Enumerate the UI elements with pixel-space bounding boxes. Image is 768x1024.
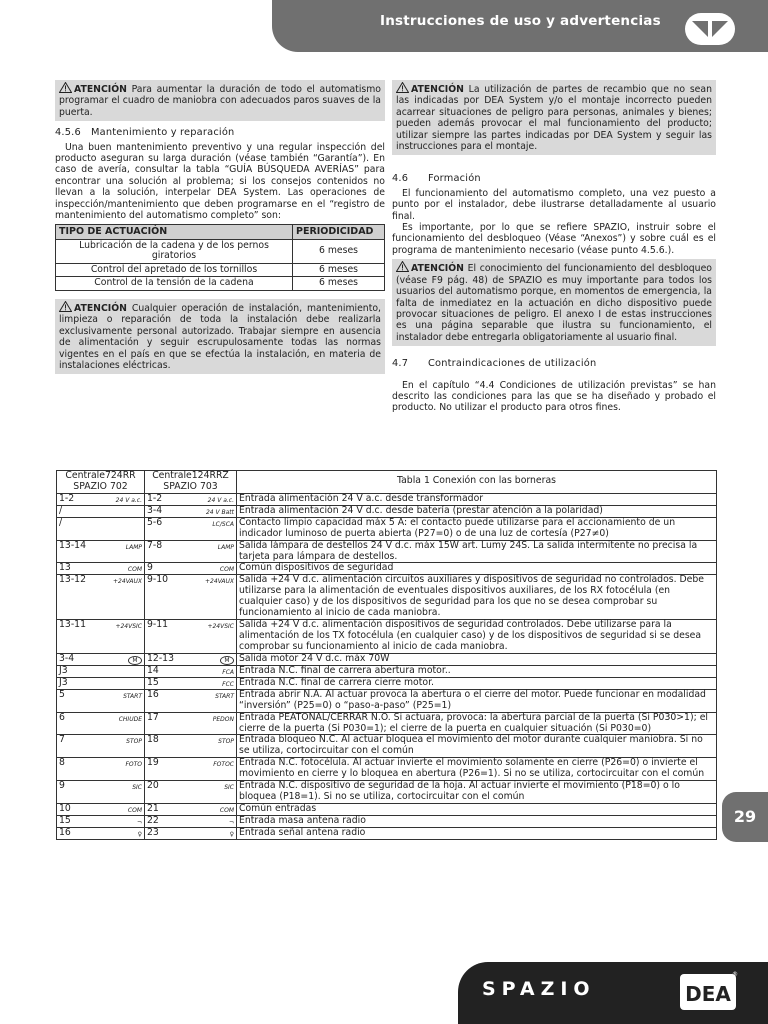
dea-logo-text: DEA	[685, 982, 731, 1006]
table-row	[57, 620, 717, 654]
terminal-cell	[145, 493, 237, 505]
table-row	[57, 712, 717, 735]
terminal-symbol: LC/SCA	[212, 520, 234, 528]
table-row	[57, 781, 717, 804]
terminal-number: 7-8	[147, 539, 163, 551]
description-cell: Entrada alimentación 24 V a.c. desde transformador	[237, 493, 717, 505]
warning-triangle-icon	[59, 301, 72, 312]
terminal-cell	[145, 803, 237, 815]
table-cell: 6 meses	[293, 277, 385, 291]
terminal-number: 1-2	[59, 492, 75, 504]
terminal-symbol: SIC	[132, 784, 142, 792]
terminal-number: 9	[59, 780, 65, 792]
terminal-number: /	[59, 504, 63, 516]
terminal-number: 5-6	[147, 516, 163, 528]
warning-box	[55, 80, 385, 121]
table-cell: Lubricación de la cadena y de los pernos giratorios	[56, 239, 293, 263]
terminal-number: 7	[59, 734, 65, 746]
terminal-symbol: 24 V a.c.	[115, 496, 142, 504]
description-cell: Entrada masa antena radio	[237, 815, 717, 827]
warning-text: Cualquier operación de instalación, mantenimiento, limpieza o reparación de toda la instalación debe realizarla exclusivamente personal autorizado. Trabajar siempre en ausencia de alimentación y seguir escrupulosamente todas las normas vigentes en el país en que se efectúa la instalación, en materia de instalaciones eléctricas.	[59, 302, 381, 371]
section-title: Formación	[428, 173, 481, 185]
terminal-symbol	[220, 654, 234, 665]
table-row	[57, 575, 717, 620]
dea-emblem-icon	[684, 12, 736, 46]
terminal-number: J3	[59, 676, 68, 688]
description-cell: Salida +24 V d.c. alimentación circuitos auxiliares y dispositivos de seguridad no controlados. Debe utilizarse para la alimentación de eventuales dispositivos auxiliares, de los RX fotocélula (en cualquier caso) y de los dispositivos de seguridad para los que no se desea comprobar su funcionamiento al inicio de cada maniobra.	[237, 575, 717, 620]
terminal-symbol: STOP	[218, 738, 234, 746]
terminal-symbol: FOTO	[125, 761, 142, 769]
section-number: 4.5.6	[55, 127, 81, 139]
terminal-number: 16	[147, 688, 159, 700]
terminal-cell	[57, 735, 145, 758]
description-cell: Salida motor 24 V d.c. máx 70W	[237, 653, 717, 665]
table-row	[57, 677, 717, 689]
warning-triangle-icon	[396, 261, 409, 272]
terminal-cell	[145, 540, 237, 563]
terminal-cell	[57, 677, 145, 689]
motor-symbol-icon: M	[128, 656, 142, 665]
terminal-symbol: FCC	[222, 680, 234, 688]
terminal-cell	[145, 689, 237, 712]
terminal-cell	[145, 563, 237, 575]
warning-text: La utilización de partes de recambio que no sean las indicadas por DEA System y/o el montaje incorrecto pueden acarrear situaciones de peligro para personas, animales y bienes; pueden además provocar el mal funcionamiento del producto; utilizar siempre las partes indicadas por DEA System y seguir las instrucciones para el montaje.	[396, 84, 712, 153]
description-cell: Entrada N.C. final de carrera abertura motor..	[237, 665, 717, 677]
terminal-cell	[57, 517, 145, 540]
terminal-number: 13-14	[59, 539, 87, 551]
terminal-cell	[57, 493, 145, 505]
table-cell: Control de la tensión de la cadena	[56, 277, 293, 291]
terminal-number: 19	[147, 757, 159, 769]
terminal-symbol: ¬	[228, 818, 234, 826]
terminal-cell	[145, 620, 237, 654]
body-paragraph: En el capítulo “4.4 Condiciones de utilización previstas” se han descrito las condiciones para las que se ha diseñado y probado el producto. No utilizar el producto para otros fines.	[392, 379, 716, 414]
description-cell: Entrada señal antena radio	[237, 827, 717, 839]
terminal-symbol: ♀	[229, 830, 234, 838]
terminal-number: 9	[147, 562, 153, 574]
table-row	[57, 540, 717, 563]
terminal-symbol: STOP	[126, 738, 142, 746]
body-paragraph: El funcionamiento del automatismo completo, una vez puesto a punto por el instalador, debe ilustrarse detalladamente al usuario final.	[392, 187, 716, 222]
connection-table	[56, 470, 717, 840]
terminal-number: 13-11	[59, 619, 87, 631]
table-cell: 6 meses	[293, 239, 385, 263]
terminal-number: 15	[147, 676, 159, 688]
terminal-cell	[145, 735, 237, 758]
terminal-symbol: ♀	[137, 830, 142, 838]
terminal-cell	[57, 758, 145, 781]
terminal-cell	[145, 827, 237, 839]
description-cell: Común dispositivos de seguridad	[237, 563, 717, 575]
section-title: Contraindicaciones de utilización	[428, 358, 597, 370]
terminal-cell	[57, 620, 145, 654]
description-cell: Salida +24 V d.c. alimentación dispositivos de seguridad controlados. Debe utilizarse para la alimentación de los TX fotocélula (en cualquier caso) y de los dispositivos de seguridad si se desea comprobar su funcionamiento al inicio de cada maniobra.	[237, 620, 717, 654]
terminal-symbol: +24VSIC	[115, 623, 142, 631]
description-cell: Entrada PEATONAL/CERRAR N.O. Si actuara, provoca: la abertura parcial de la puerta (Si P030>1); el cierre de la puerta (Si P030=1); el cierre de la puerta en cualquier situación (Si P030=0)	[237, 712, 717, 735]
warning-title: ATENCIÓN	[411, 84, 464, 95]
warning-text: Para aumentar la duración de todo el automatismo programar el cuadro de maniobra con adecuados paros suaves de la puerta.	[59, 84, 381, 118]
terminal-symbol: +24VAUX	[113, 578, 142, 586]
warning-title: ATENCIÓN	[74, 84, 127, 95]
terminal-symbol: COM	[127, 806, 142, 814]
table-header: PERIODICIDAD	[293, 225, 385, 239]
terminal-number: 8	[59, 757, 65, 769]
maintenance-table	[55, 224, 385, 290]
terminal-number: 15	[59, 814, 71, 826]
terminal-symbol: COM	[219, 566, 234, 574]
terminal-symbol: START	[123, 692, 142, 700]
table-row	[57, 665, 717, 677]
section-number: 4.6	[392, 173, 409, 185]
terminal-number: 20	[147, 780, 159, 792]
terminal-symbol: +24VSIC	[207, 623, 234, 631]
terminal-cell	[145, 677, 237, 689]
terminal-symbol: PEDON	[212, 715, 234, 723]
table-row	[56, 239, 385, 263]
terminal-number: 1-2	[147, 492, 163, 504]
description-cell: Entrada N.C. fotocélula. Al actuar invierte el movimiento solamente en cierre (P26=0) o invierte el movimiento en cierre y lo bloquea en abertura (P26=1). Si no se utiliza, cortocircuitar con el común	[237, 758, 717, 781]
section-heading	[55, 127, 385, 138]
warning-box	[55, 299, 385, 374]
terminal-cell	[57, 689, 145, 712]
section-title: Mantenimiento y reparación	[91, 127, 235, 139]
terminal-number: 23	[147, 826, 159, 838]
terminal-cell	[57, 827, 145, 839]
terminal-number: 9-10	[147, 574, 169, 586]
terminal-number: 3-4	[147, 504, 163, 516]
page-header-title: Instrucciones de uso y advertencias	[380, 13, 661, 29]
terminal-number: 9-11	[147, 619, 169, 631]
terminal-symbol: ¬	[136, 818, 142, 826]
terminal-number: 17	[147, 711, 159, 723]
table-row	[57, 827, 717, 839]
terminal-cell	[145, 575, 237, 620]
terminal-number: 10	[59, 802, 71, 814]
description-cell: Entrada alimentación 24 V d.c. desde batería (prestar atención a la polaridad)	[237, 505, 717, 517]
table-row	[57, 689, 717, 712]
terminal-cell	[145, 781, 237, 804]
table-header: Tabla 1 Conexión con las borneras	[237, 471, 717, 494]
terminal-symbol	[128, 654, 142, 665]
table-row	[57, 493, 717, 505]
section-number: 4.7	[392, 358, 409, 370]
terminal-symbol: START	[215, 692, 234, 700]
terminal-cell	[57, 665, 145, 677]
warning-text: El conocimiento del funcionamiento del desbloqueo (véase F9 pág. 48) de SPAZIO es muy importante para todos los usuarios del automatismo porque, en momentos de emergencia, la falta de inmediatez en la actuación en dicho dispositivo puede provocar situaciones de peligro. El anexo I de estas instrucciones es una página separable que ilustra su funcionamiento, el instalador debe entregarla obligatoriamente al usuario final.	[396, 263, 712, 343]
terminal-cell	[145, 505, 237, 517]
page-number: 29	[722, 792, 768, 842]
terminal-number: J3	[59, 664, 68, 676]
terminal-number: 6	[59, 711, 65, 723]
terminal-cell	[57, 505, 145, 517]
description-cell: Común entradas	[237, 803, 717, 815]
table-header: TIPO DE ACTUACIÓN	[56, 225, 293, 239]
section-heading	[392, 173, 716, 184]
table-row	[57, 815, 717, 827]
warning-box	[392, 259, 716, 346]
table-cell: 6 meses	[293, 263, 385, 277]
dea-logo	[678, 968, 740, 1014]
terminal-number: 21	[147, 802, 159, 814]
motor-symbol-icon: M	[220, 656, 234, 665]
body-paragraph: Es importante, por lo que se refiere SPAZIO, instruir sobre el funcionamiento del desbloqueo (Véase “Anexos”) y sobre cuál es el programa de mantenimiento necesario (véase punto 4.5.6.).	[392, 222, 716, 256]
terminal-number: /	[59, 516, 63, 528]
terminal-cell	[57, 781, 145, 804]
terminal-symbol: 24 V Batt	[205, 508, 234, 516]
terminal-symbol: LAMP	[217, 543, 234, 551]
description-cell: Entrada N.C. dispositivo de seguridad de la hoja. Al actuar invierte el movimiento (P18=0) o lo bloquea (P18=1). Si no se utiliza, cortocircuitar con el común	[237, 781, 717, 804]
terminal-cell	[145, 653, 237, 665]
terminal-number: 13-12	[59, 574, 87, 586]
description-cell: Entrada N.C. final de carrera cierre motor.	[237, 677, 717, 689]
warning-title: ATENCIÓN	[74, 302, 127, 314]
table-row	[57, 758, 717, 781]
table-row	[57, 653, 717, 665]
terminal-cell	[145, 758, 237, 781]
terminal-symbol: CHIUDE	[118, 715, 142, 723]
warning-triangle-icon	[59, 82, 72, 93]
terminal-number: 12-13	[147, 652, 175, 664]
terminal-cell	[57, 653, 145, 665]
right-column	[392, 80, 716, 414]
section-heading	[392, 358, 716, 369]
body-paragraph: Una buen mantenimiento preventivo y una regular inspección del producto aseguran su larga duración (véase también “Garantía”). En caso de avería, consultar la tabla “GUÍA BÚSQUEDA AVERÍAS” para encontrar una solución al problema; si los consejos contenidos no llevan a la solución, interpelar DEA System. Las operaciones de inspección/mantenimiento que deben programarse en el “registro de mantenimiento del automatismo completo” son:	[55, 141, 385, 222]
terminal-cell	[145, 665, 237, 677]
terminal-cell	[57, 575, 145, 620]
terminal-symbol: FOTOC	[213, 761, 234, 769]
terminal-number: 16	[59, 826, 71, 838]
footer-brand: SPAZIO	[482, 978, 596, 1000]
terminal-symbol: COM	[219, 806, 234, 814]
warning-box	[392, 80, 716, 155]
terminal-cell	[145, 517, 237, 540]
table-row	[57, 735, 717, 758]
terminal-number: 14	[147, 664, 159, 676]
terminal-cell	[57, 815, 145, 827]
terminal-symbol: 24 V a.c.	[207, 496, 234, 504]
terminal-symbol: COM	[127, 566, 142, 574]
terminal-cell	[145, 815, 237, 827]
terminal-cell	[57, 803, 145, 815]
svg-text:®: ®	[732, 971, 738, 978]
warning-title: ATENCIÓN	[411, 263, 464, 275]
terminal-symbol: +24VAUX	[205, 578, 234, 586]
description-cell: Contacto limpio capacidad máx 5 A: el contacto puede utilizarse para el accionamiento de un indicador luminoso de puerta abierta (P27=0) o de una luz de cortesía (P27≠0)	[237, 517, 717, 540]
table-row	[57, 563, 717, 575]
terminal-cell	[145, 712, 237, 735]
terminal-symbol: SIC	[224, 784, 234, 792]
terminal-number: 13	[59, 562, 71, 574]
terminal-cell	[57, 712, 145, 735]
terminal-number: 5	[59, 688, 65, 700]
table-row	[57, 803, 717, 815]
description-cell: Entrada abrir N.A. Al actuar provoca la abertura o el cierre del motor. Puede funcionar en modalidad “inversión” (P25=0) o “paso-a-paso” (P25=1)	[237, 689, 717, 712]
terminal-number: 3-4	[59, 652, 75, 664]
terminal-cell	[57, 540, 145, 563]
left-column	[55, 80, 385, 374]
table-header: Centrale124RRZ SPAZIO 703	[145, 471, 237, 494]
table-row	[56, 263, 385, 277]
description-cell: Salida lámpara de destellos 24 V d.c. máx 15W art. Lumy 24S. La salida intermitente no precisa la tarjeta para lámpara de destellos.	[237, 540, 717, 563]
table-cell: Control del apretado de los tornillos	[56, 263, 293, 277]
terminal-number: 18	[147, 734, 159, 746]
terminal-cell	[57, 563, 145, 575]
description-cell: Entrada bloqueo N.C. Al actuar bloquea el movimiento del motor durante cualquier maniobra. Si no se utiliza, cortocircuitar con el común	[237, 735, 717, 758]
terminal-symbol: LAMP	[125, 543, 142, 551]
warning-triangle-icon	[396, 82, 409, 93]
table-row	[57, 505, 717, 517]
terminal-symbol: FCA	[222, 668, 234, 676]
terminal-number: 22	[147, 814, 159, 826]
table-header: Centrale724RR SPAZIO 702	[57, 471, 145, 494]
table-row	[57, 517, 717, 540]
table-row	[56, 277, 385, 291]
